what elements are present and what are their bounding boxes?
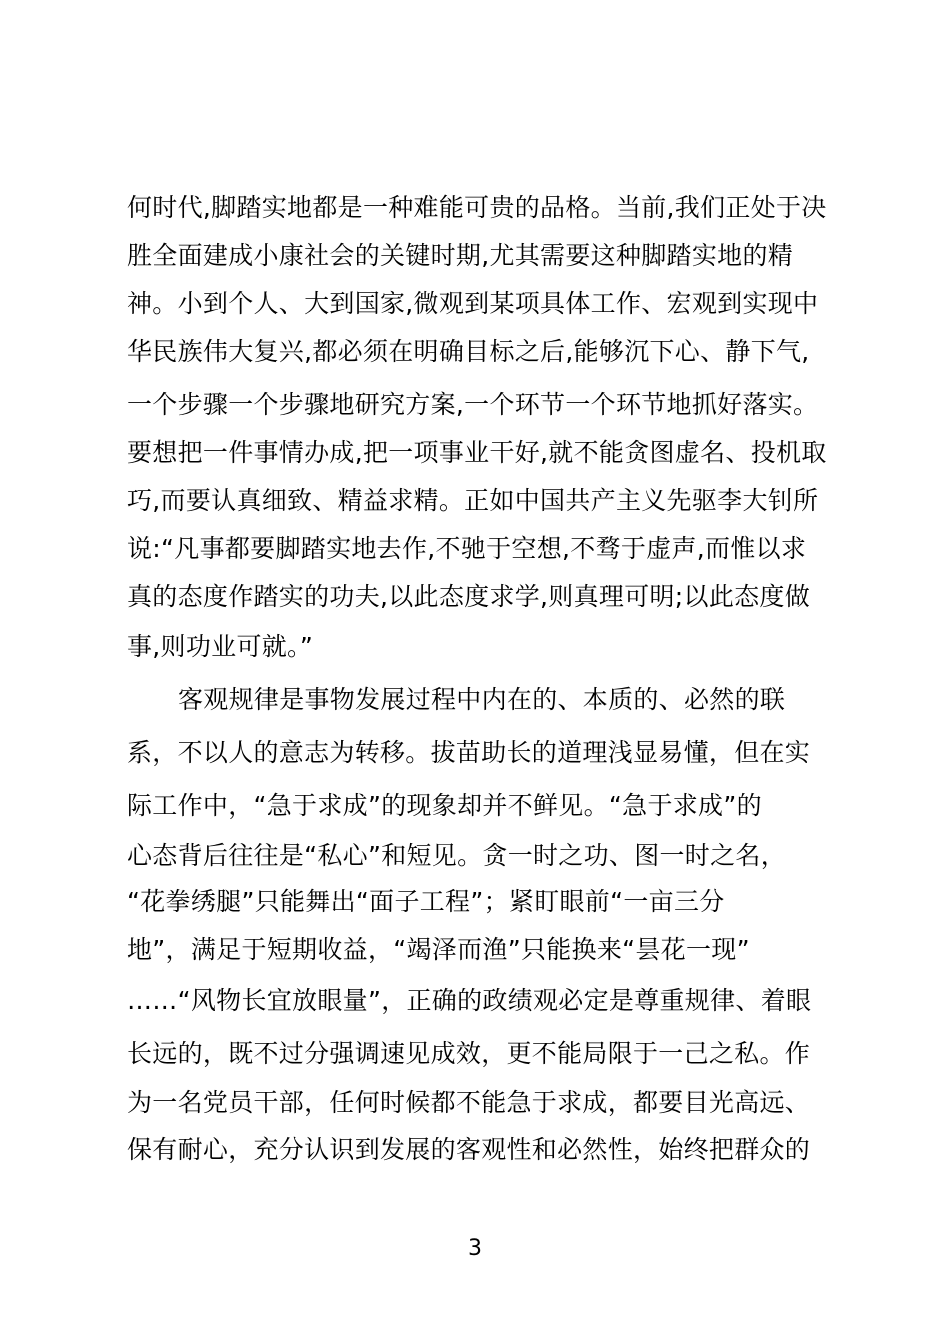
page-number: 3: [468, 1236, 482, 1261]
text-line: “花拳绣腿”只能舞出“面子工程”；紧盯眼前“一亩三分: [127, 887, 725, 916]
text-line: 胜全面建成小康社会的关键时期,尤其需要这种脚踏实地的精: [127, 241, 794, 270]
text-line: 系，不以人的意志为转移。拔苗助长的道理浅显易懂，但在实: [127, 738, 811, 767]
text-line: 神。小到个人、大到国家,微观到某项具体工作、宏观到实现中: [127, 289, 819, 318]
text-line: 客观规律是事物发展过程中内在的、本质的、必然的联: [178, 685, 786, 714]
text-line: 事,则功业可就。”: [127, 632, 314, 661]
text-line: 一个步骤一个步骤地研究方案,一个环节一个环节地抓好落实。: [127, 390, 819, 419]
text-line: 心态背后往往是“私心”和短见。贪一时之功、图一时之名，: [127, 841, 787, 870]
text-line: 何时代,脚踏实地都是一种难能可贵的品格。当前,我们正处于决: [127, 193, 827, 222]
text-line: 巧,而要认真细致、精益求精。正如中国共产主义先驱李大钊所: [127, 486, 819, 515]
text-line: 长远的，既不过分强调速见成效，更不能局限于一己之私。作: [127, 1039, 811, 1068]
text-line: 保有耐心，充分认识到发展的客观性和必然性，始终把群众的: [127, 1135, 811, 1164]
text-line: 为一名党员干部，任何时候都不能急于求成，都要目光高远、: [127, 1088, 811, 1117]
text-line: 要想把一件事情办成,把一项事业干好,就不能贪图虚名、投机取: [127, 438, 827, 467]
text-line: 华民族伟大复兴,都必须在明确目标之后,能够沉下心、静下气,: [127, 337, 810, 366]
text-line: 地”，满足于短期收益，“竭泽而渔”只能换来“昙花一现”: [127, 935, 750, 964]
text-line: 际工作中，“急于求成”的现象却并不鲜见。“急于求成”的: [127, 791, 762, 820]
text-line: ……“风物长宜放眼量”，正确的政绩观必定是尊重规律、着眼: [127, 986, 812, 1015]
text-line: 说:“凡事都要脚踏实地去作,不驰于空想,不骛于虚声,而惟以求: [127, 534, 807, 563]
text-line: 真的态度作踏实的功夫,以此态度求学,则真理可明;以此态度做: [127, 582, 811, 611]
